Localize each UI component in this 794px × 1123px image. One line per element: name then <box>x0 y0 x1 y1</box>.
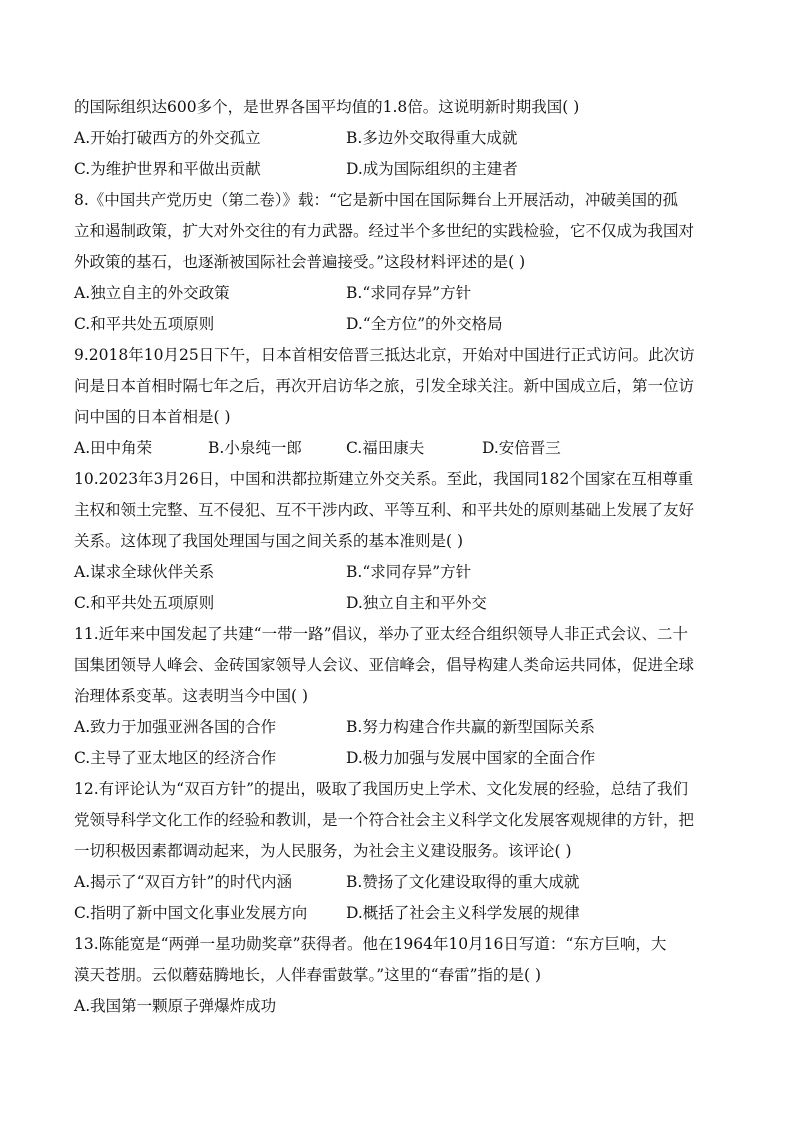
answer-option-c: C.福田康夫 <box>346 439 425 457</box>
answer-option-a: C.主导了亚太地区的经济合作 <box>74 749 277 767</box>
answer-option-b: D.“全方位”的外交格局 <box>346 315 503 333</box>
text-line: 的国际组织达600多个，是世界各国平均值的1.8倍。这说明新时期我国( ) <box>74 98 580 116</box>
text-line: 10.2023年3月26日，中国和洪都拉斯建立外交关系。至此，我国同182个国家在互相尊重 <box>74 470 694 488</box>
option-row <box>74 433 734 464</box>
answer-option-b: B.“求同存异”方针 <box>346 284 472 302</box>
text-line: A.我国第一颗原子弹爆炸成功 <box>74 997 277 1015</box>
answer-option-a: A.致力于加强亚洲各国的合作 <box>74 718 277 736</box>
answer-option-b: D.极力加强与发展中国家的全面合作 <box>346 749 596 767</box>
option-row <box>74 588 734 619</box>
answer-option-a: A.谋求全球伙伴关系 <box>74 563 215 581</box>
answer-option-a: C.为维护世界和平做出贡献 <box>74 160 261 178</box>
text-line: 治理体系变革。这表明当今中国( ) <box>74 687 309 705</box>
answer-option-a: A.独立自主的外交政策 <box>74 284 230 302</box>
answer-option-b: D.独立自主和平外交 <box>346 594 487 612</box>
answer-option-b: B.赞扬了文化建设取得的重大成就 <box>346 873 580 891</box>
text-line: 主权和领土完整、互不侵犯、互不干涉内政、平等互利、和平共处的原则基础上发展了友好 <box>74 501 695 519</box>
answer-option-b: D.成为国际组织的主建者 <box>346 160 518 178</box>
text-line: 漠天苍朋。云似蘑菇腾地长，人伴春雷鼓掌。”这里的“春雷”指的是( ) <box>74 966 542 984</box>
option-row <box>74 278 734 309</box>
text-line: 外政策的基石，也逐渐被国际社会普遍接受。”这段材料评述的是( ) <box>74 253 526 271</box>
text-line: 立和遏制政策，扩大对外交往的有力武器。经过半个多世纪的实践检验，它不仅成为我国对 <box>74 222 695 240</box>
option-row <box>74 557 734 588</box>
text-line: 一切积极因素都调动起来，为人民服务，为社会主义建设服务。该评论( ) <box>74 842 572 860</box>
text-line: 党领导科学文化工作的经验和教训，是一个符合社会主义科学文化发展客观规律的方针，把 <box>74 811 695 829</box>
option-row <box>74 867 734 898</box>
text-line: 13.陈能宽是“两弹一星功勋奖章”获得者。他在1964年10月16日写道：“东方巨响，大 <box>74 935 667 953</box>
answer-option-b: B.多边外交取得重大成就 <box>346 129 518 147</box>
exam-page <box>74 92 734 1022</box>
answer-option-a: A.揭示了“双百方针”的时代内涵 <box>74 873 292 891</box>
option-row <box>74 743 734 774</box>
answer-option-a: C.和平共处五项原则 <box>74 594 215 612</box>
answer-option-a: A.田中角荣 <box>74 439 153 457</box>
answer-option-a: A.开始打破西方的外交孤立 <box>74 129 261 147</box>
option-row <box>74 123 734 154</box>
option-row <box>74 712 734 743</box>
answer-option-a: C.指明了新中国文化事业发展方向 <box>74 904 308 922</box>
option-row <box>74 309 734 340</box>
text-line: 8.《中国共产党历史（第二卷）》载：“它是新中国在国际舞台上开展活动，冲破美国的孤 <box>74 191 678 209</box>
answer-option-b: B.“求同存异”方针 <box>346 563 472 581</box>
text-line: 问中国的日本首相是( ) <box>74 408 231 426</box>
text-line: 11.近年来中国发起了共建“一带一路”倡议，举办了亚太经合组织领导人非正式会议、二十 <box>74 625 689 643</box>
text-line: 问是日本首相时隔七年之后，再次开启访华之旅，引发全球关注。新中国成立后，第一位访 <box>74 377 695 395</box>
answer-option-b: D.概括了社会主义科学发展的规律 <box>346 904 580 922</box>
text-line: 12.有评论认为“双百方针”的提出，吸取了我国历史上学术、文化发展的经验，总结了我们 <box>74 780 689 798</box>
answer-option-d: D.安倍晋三 <box>482 439 561 457</box>
answer-option-a: C.和平共处五项原则 <box>74 315 215 333</box>
text-line: 国集团领导人峰会、金砖国家领导人会议、亚信峰会，倡导构建人类命运共同体，促进全球 <box>74 656 695 674</box>
text-line: 9.2018年10月25日下午，日本首相安倍晋三抵达北京，开始对中国进行正式访问。此次访 <box>74 346 695 364</box>
text-line: 关系。这体现了我国处理国与国之间关系的基本准则是( ) <box>74 532 464 550</box>
option-row <box>74 898 734 929</box>
answer-option-b: B.努力构建合作共赢的新型国际关系 <box>346 718 595 736</box>
option-row <box>74 154 734 185</box>
answer-option-b: B.小泉纯一郎 <box>208 439 302 457</box>
